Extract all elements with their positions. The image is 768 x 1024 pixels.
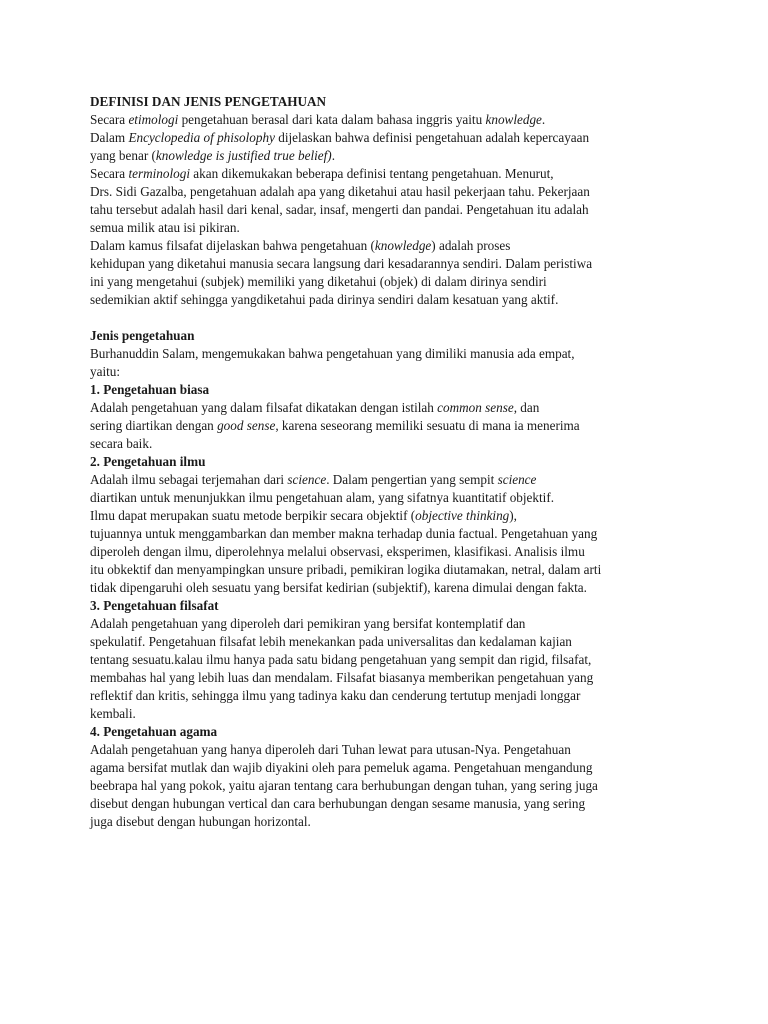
text-line: diperoleh dengan ilmu, diperolehnya melalui observasi, eksperimen, klasifikasi. Analisis ilmu bbox=[90, 544, 585, 559]
italic-term: good sense bbox=[217, 418, 276, 433]
section-body-filsafat bbox=[90, 615, 730, 723]
text-line: sering diartikan dengan good sense, karena seseorang memiliki sesuatu di mana ia menerima bbox=[90, 418, 580, 433]
text-line: Adalah ilmu sebagai terjemahan dari science. Dalam pengertian yang sempit science bbox=[90, 472, 537, 487]
text-line: sedemikian aktif sehingga yangdiketahui pada dirinya sendiri dalam kesatuan yang aktif. bbox=[90, 292, 559, 307]
text-line: diartikan untuk menunjukkan ilmu pengetahuan alam, yang sifatnya kuantitatif objektif. bbox=[90, 490, 555, 505]
section-body-biasa bbox=[90, 399, 730, 453]
text-line: Drs. Sidi Gazalba, pengetahuan adalah apa yang diketahui atau hasil pekerjaan tahu. Pekerjaan bbox=[90, 184, 590, 199]
text-line: Secara terminologi akan dikemukakan beberapa definisi tentang pengetahuan. Menurut, bbox=[90, 166, 554, 181]
jenis-intro-paragraph bbox=[90, 345, 730, 381]
italic-term: etimologi bbox=[128, 112, 179, 127]
section-body-agama bbox=[90, 741, 730, 831]
text-line: Adalah pengetahuan yang diperoleh dari pemikiran yang bersifat kontemplatif dan bbox=[90, 616, 526, 631]
text-line: yang benar (knowledge is justified true belief). bbox=[90, 148, 335, 163]
italic-term: common sense bbox=[437, 400, 514, 415]
section-heading-filsafat: 3. Pengetahuan filsafat bbox=[90, 598, 219, 613]
document-title: DEFINISI DAN JENIS PENGETAHUAN bbox=[90, 94, 327, 109]
italic-term: science bbox=[497, 472, 537, 487]
text-line: beebrapa hal yang pokok, yaitu ajaran tentang cara berhubungan dengan tuhan, yang sering juga bbox=[90, 778, 598, 793]
italic-term: terminologi bbox=[128, 166, 190, 181]
text-line: secara baik. bbox=[90, 436, 153, 451]
text-line: Ilmu dapat merupakan suatu metode berpikir secara objektif (objective thinking), bbox=[90, 508, 517, 523]
document-page bbox=[90, 93, 730, 831]
text-line: Burhanuddin Salam, mengemukakan bahwa pengetahuan yang dimiliki manusia ada empat, bbox=[90, 346, 575, 361]
italic-term: science bbox=[287, 472, 327, 487]
text-line: disebut dengan hubungan vertical dan cara berhubungan dengan sesame manusia, yang sering bbox=[90, 796, 586, 811]
text-line: tidak dipengaruhi oleh sesuatu yang bersifat kedirian (subjektif), karena dimulai dengan fakta. bbox=[90, 580, 587, 595]
text-line: reflektif dan kritis, sehingga ilmu yang tadinya kaku dan cenderung tertutup menjadi longgar bbox=[90, 688, 581, 703]
text-line: tahu tersebut adalah hasil dari kenal, sadar, insaf, mengerti dan pandai. Pengetahuan itu adalah bbox=[90, 202, 589, 217]
text-line: yaitu: bbox=[90, 364, 121, 379]
text-line: juga disebut dengan hubungan horizontal. bbox=[90, 814, 311, 829]
italic-term: Encyclopedia of phisolophy bbox=[128, 130, 275, 145]
text-line: spekulatif. Pengetahuan filsafat lebih menekankan pada universalitas dan kedalaman kajian bbox=[90, 634, 572, 649]
text-line: semua milik atau isi pikiran. bbox=[90, 220, 240, 235]
section-heading-ilmu: 2. Pengetahuan ilmu bbox=[90, 454, 206, 469]
text-line: Secara etimologi pengetahuan berasal dari kata dalam bahasa inggris yaitu knowledge. bbox=[90, 112, 546, 127]
italic-term: knowledge bbox=[485, 112, 542, 127]
section-body-ilmu bbox=[90, 471, 730, 597]
text-line: kembali. bbox=[90, 706, 136, 721]
section-heading-biasa: 1. Pengetahuan biasa bbox=[90, 382, 210, 397]
text-line: agama bersifat mutlak dan wajib diyakini oleh para pemeluk agama. Pengetahuan mengandung bbox=[90, 760, 593, 775]
text-line: itu obkektif dan menyampingkan unsure pribadi, pemikiran logika diutamakan, netral, dalam arti bbox=[90, 562, 602, 577]
text-line: Adalah pengetahuan yang dalam filsafat dikatakan dengan istilah common sense, dan bbox=[90, 400, 540, 415]
text-line: Adalah pengetahuan yang hanya diperoleh dari Tuhan lewat para utusan-Nya. Pengetahuan bbox=[90, 742, 571, 757]
italic-term: knowledge bbox=[374, 238, 432, 253]
text-line: tujuannya untuk menggambarkan dan member makna terhadap dunia factual. Pengetahuan yang bbox=[90, 526, 598, 541]
text-line: Dalam Encyclopedia of phisolophy dijelaskan bahwa definisi pengetahuan adalah kepercayaan bbox=[90, 130, 590, 145]
text-line: membahas hal yang lebih luas dan mendalam. Filsafat biasanya memberikan pengetahuan yang bbox=[90, 670, 594, 685]
jenis-heading: Jenis pengetahuan bbox=[90, 328, 195, 343]
text-line: Dalam kamus filsafat dijelaskan bahwa pengetahuan (knowledge) adalah proses bbox=[90, 238, 511, 253]
text-line: ini yang mengetahui (subjek) memiliki yang diketahui (objek) di dalam dirinya sendiri bbox=[90, 274, 547, 289]
italic-term: objective thinking bbox=[415, 508, 510, 523]
text-line: kehidupan yang diketahui manusia secara langsung dari kesadarannya sendiri. Dalam peristiwa bbox=[90, 256, 593, 271]
text-line: tentang sesuatu.kalau ilmu hanya pada satu bidang pengetahuan yang sempit dan rigid, filsafat, bbox=[90, 652, 592, 667]
spacer bbox=[90, 309, 730, 327]
section-heading-agama: 4. Pengetahuan agama bbox=[90, 724, 218, 739]
intro-paragraph bbox=[90, 111, 730, 309]
italic-term: knowledge is justified true belief) bbox=[155, 148, 332, 163]
